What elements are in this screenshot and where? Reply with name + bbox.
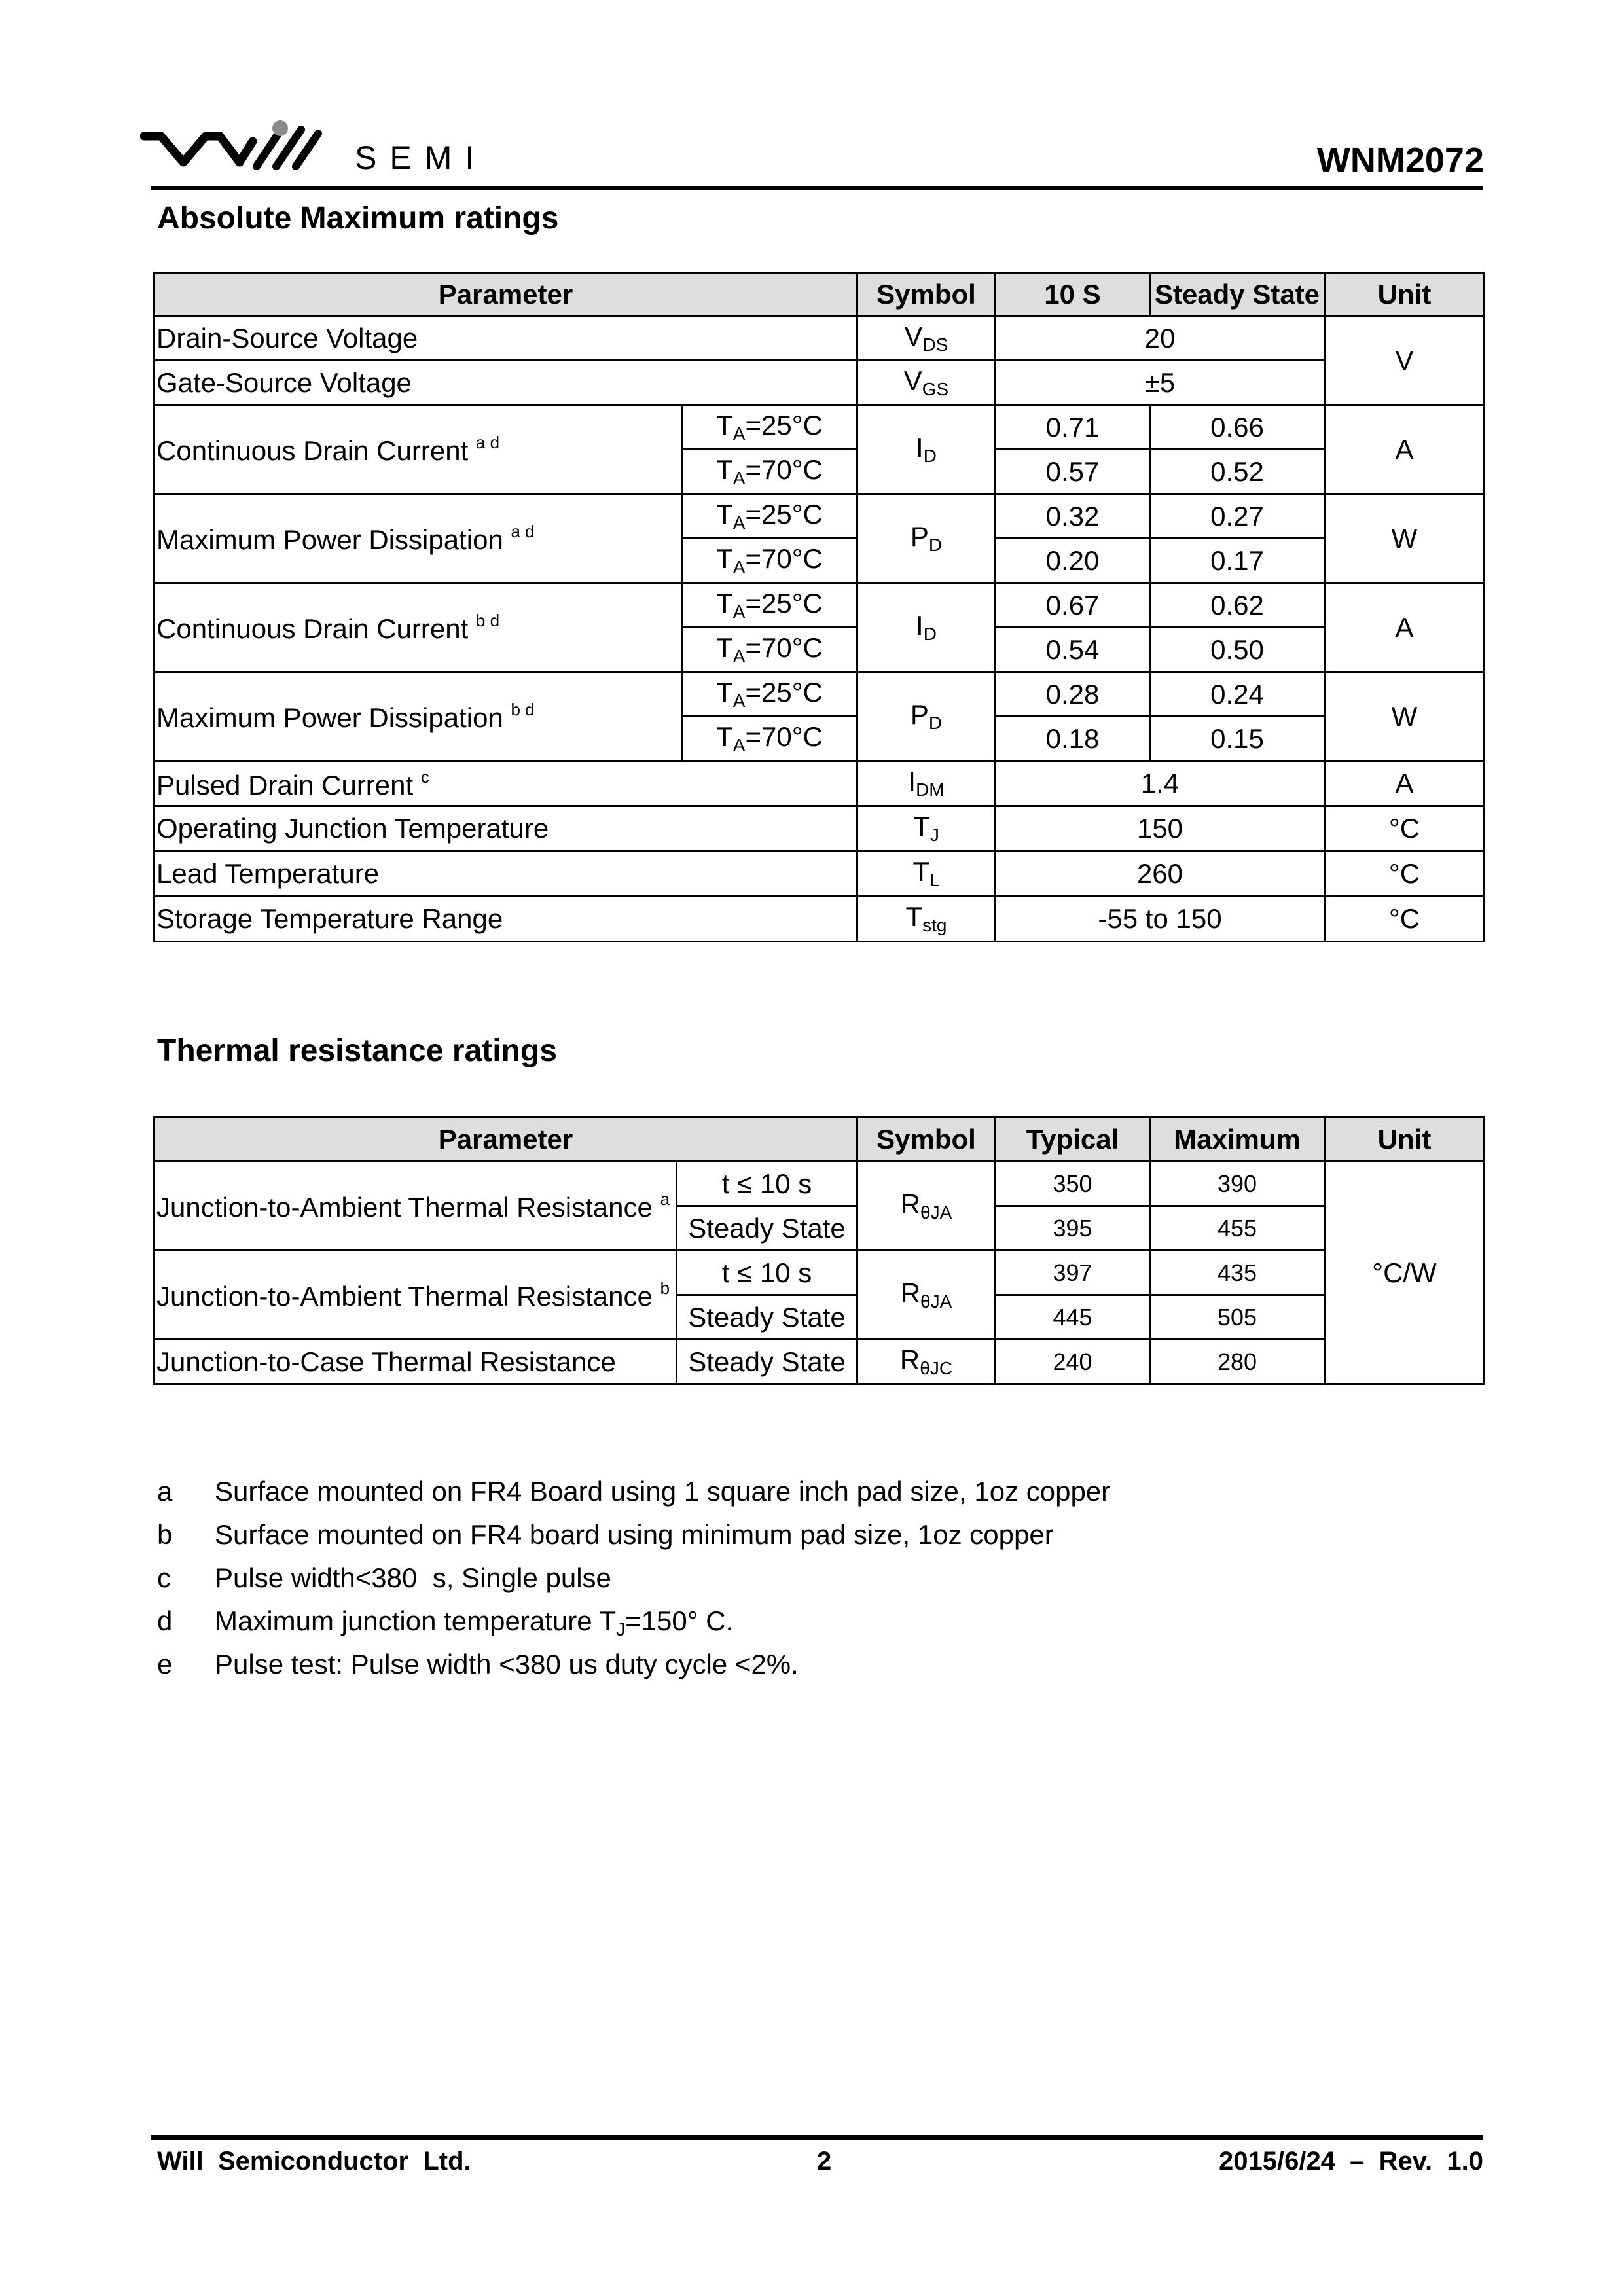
- symbol-cell: $R_{\theta JA}$: [857, 1251, 996, 1340]
- condition-cell: $T_A=25^\circ C$: [682, 672, 857, 717]
- header-unit: Unit: [1325, 273, 1485, 316]
- unit-cell: °C: [1325, 806, 1485, 852]
- condition-cell: Steady State: [677, 1340, 857, 1384]
- unit-cell: °C/W: [1325, 1162, 1485, 1384]
- header-parameter: Parameter: [154, 273, 857, 316]
- footnote-key: d: [157, 1605, 173, 1636]
- will-semi-logo: [140, 117, 520, 182]
- table-row: [154, 316, 1485, 361]
- symbol-cell: $R_{\theta JC}$: [857, 1340, 996, 1384]
- value-cell: 0.32: [996, 494, 1150, 539]
- part-number: WNM2072: [1316, 141, 1484, 180]
- header-typical: Typical: [996, 1117, 1150, 1162]
- param-label: Operating Junction Temperature: [154, 806, 857, 852]
- param-label: Continuous Drain Current $^{b d}$: [154, 583, 682, 672]
- header-parameter: Parameter: [154, 1117, 857, 1162]
- footnote: [157, 1649, 1110, 1692]
- footnote-text: Surface mounted on FR4 Board using 1 square inch pad size, 1oz copper: [215, 1476, 1111, 1507]
- value-cell: 150: [996, 806, 1325, 852]
- value-cell: 395: [996, 1206, 1150, 1251]
- brand-text: SEMI: [355, 139, 488, 176]
- table-row: [154, 361, 1485, 405]
- table-row: [154, 852, 1485, 897]
- header-divider: [151, 186, 1483, 190]
- footnotes: [157, 1476, 1110, 1692]
- table-row: [154, 494, 1485, 539]
- param-label: Junction-to-Ambient Thermal Resistance $^a$: [154, 1162, 677, 1251]
- footer-revision: 2015/6/24 – Rev. 1.0: [1218, 2147, 1483, 2176]
- table-row: [154, 583, 1485, 628]
- condition-cell: $T_A=70^\circ C$: [682, 628, 857, 672]
- value-cell: 0.52: [1150, 450, 1325, 494]
- unit-cell: A: [1325, 405, 1485, 494]
- condition-cell: Steady State: [677, 1206, 857, 1251]
- symbol-cell: $R_{\theta JA}$: [857, 1162, 996, 1251]
- value-cell: 0.71: [996, 405, 1150, 450]
- value-cell: ±5: [996, 361, 1325, 405]
- condition-cell: $T_A=70^\circ C$: [682, 717, 857, 761]
- footnote-key: c: [157, 1562, 171, 1593]
- value-cell: 397: [996, 1251, 1150, 1295]
- header-symbol: Symbol: [857, 1117, 996, 1162]
- value-cell: 390: [1150, 1162, 1325, 1206]
- header-symbol: Symbol: [857, 273, 996, 316]
- will-logo-icon: [140, 117, 520, 182]
- value-cell: 0.66: [1150, 405, 1325, 450]
- footnote-key: a: [157, 1476, 173, 1507]
- footnote: [157, 1562, 1110, 1605]
- header-unit: Unit: [1325, 1117, 1485, 1162]
- value-cell: 0.50: [1150, 628, 1325, 672]
- param-label: Storage Temperature Range: [154, 897, 857, 942]
- header-10s: 10 S: [996, 273, 1150, 316]
- value-cell: 435: [1150, 1251, 1325, 1295]
- condition-cell: $T_A=25^\circ C$: [682, 494, 857, 539]
- value-cell: 455: [1150, 1206, 1325, 1251]
- footnote-text: Maximum junction temperature $T_J=150^\circ$ C.: [215, 1605, 734, 1640]
- footnote-text: Pulse width<380 s, Single pulse: [215, 1562, 611, 1593]
- param-label: Maximum Power Dissipation $^{b d}$: [154, 672, 682, 761]
- table-row: [154, 806, 1485, 852]
- value-cell: 260: [996, 852, 1325, 897]
- unit-cell: °C: [1325, 897, 1485, 942]
- condition-cell: $T_A=25^\circ C$: [682, 405, 857, 450]
- value-cell: 0.67: [996, 583, 1150, 628]
- value-cell: 0.57: [996, 450, 1150, 494]
- value-cell: 350: [996, 1162, 1150, 1206]
- value-cell: 20: [996, 316, 1325, 361]
- footnote: [157, 1605, 1110, 1649]
- value-cell: 445: [996, 1295, 1150, 1340]
- thermal-table: [153, 1116, 1485, 1385]
- footnote: [157, 1519, 1110, 1562]
- condition-cell: t ≤ 10 s: [677, 1162, 857, 1206]
- table-row: [154, 672, 1485, 717]
- unit-cell: A: [1325, 761, 1485, 806]
- table-header-row: [154, 273, 1485, 316]
- footnote-key: e: [157, 1649, 173, 1679]
- symbol-cell: $I_D$: [857, 583, 996, 672]
- table-row: [154, 897, 1485, 942]
- symbol-cell: $P_D$: [857, 672, 996, 761]
- footer-divider: [151, 2135, 1483, 2140]
- table-row: [154, 405, 1485, 450]
- value-cell: 0.24: [1150, 672, 1325, 717]
- value-cell: -55 to 150: [996, 897, 1325, 942]
- value-cell: 0.28: [996, 672, 1150, 717]
- header-maximum: Maximum: [1150, 1117, 1325, 1162]
- table-row: [154, 1340, 1485, 1384]
- abs-max-table: [153, 272, 1485, 942]
- symbol-cell: $V_{GS}$: [857, 361, 996, 405]
- value-cell: 0.17: [1150, 539, 1325, 583]
- table-row: [154, 1251, 1485, 1295]
- unit-cell: W: [1325, 672, 1485, 761]
- condition-cell: $T_A=70^\circ C$: [682, 450, 857, 494]
- footnote-key: b: [157, 1519, 173, 1550]
- symbol-cell: $T_{stg}$: [857, 897, 996, 942]
- value-cell: 240: [996, 1340, 1150, 1384]
- param-label: Gate-Source Voltage: [154, 361, 857, 405]
- unit-cell: °C: [1325, 852, 1485, 897]
- symbol-cell: $I_D$: [857, 405, 996, 494]
- value-cell: 0.15: [1150, 717, 1325, 761]
- header-steady-state: Steady State: [1150, 273, 1325, 316]
- value-cell: 0.54: [996, 628, 1150, 672]
- param-label: Junction-to-Case Thermal Resistance: [154, 1340, 677, 1384]
- value-cell: 1.4: [996, 761, 1325, 806]
- table-header-row: [154, 1117, 1485, 1162]
- param-label: Junction-to-Ambient Thermal Resistance $^b$: [154, 1251, 677, 1340]
- footnote-text: Surface mounted on FR4 board using minimum pad size, 1oz copper: [215, 1519, 1054, 1550]
- symbol-cell: $I_{DM}$: [857, 761, 996, 806]
- unit-cell: V: [1325, 316, 1485, 405]
- unit-cell: A: [1325, 583, 1485, 672]
- value-cell: 280: [1150, 1340, 1325, 1384]
- param-label: Continuous Drain Current $^{a d}$: [154, 405, 682, 494]
- condition-cell: t ≤ 10 s: [677, 1251, 857, 1295]
- footnote: [157, 1476, 1110, 1519]
- thermal-title: Thermal resistance ratings: [157, 1033, 557, 1068]
- symbol-cell: $T_L$: [857, 852, 996, 897]
- abs-max-title: Absolute Maximum ratings: [157, 201, 559, 236]
- condition-cell: $T_A=25^\circ C$: [682, 583, 857, 628]
- footer-company: Will Semiconductor Ltd.: [157, 2147, 471, 2176]
- symbol-cell: $P_D$: [857, 494, 996, 583]
- symbol-cell: $V_{DS}$: [857, 316, 996, 361]
- condition-cell: Steady State: [677, 1295, 857, 1340]
- param-label: Drain-Source Voltage: [154, 316, 857, 361]
- footer-page-number: 2: [817, 2147, 832, 2176]
- value-cell: 0.27: [1150, 494, 1325, 539]
- symbol-cell: $T_J$: [857, 806, 996, 852]
- table-row: [154, 761, 1485, 806]
- param-label: Pulsed Drain Current $^c$: [154, 761, 857, 806]
- value-cell: 0.62: [1150, 583, 1325, 628]
- condition-cell: $T_A=70^\circ C$: [682, 539, 857, 583]
- param-label: Maximum Power Dissipation $^{a d}$: [154, 494, 682, 583]
- value-cell: 0.18: [996, 717, 1150, 761]
- value-cell: 0.20: [996, 539, 1150, 583]
- param-label: Lead Temperature: [154, 852, 857, 897]
- table-row: [154, 1162, 1485, 1206]
- footnote-text: Pulse test: Pulse width <380 us duty cycle <2%.: [215, 1649, 799, 1679]
- unit-cell: W: [1325, 494, 1485, 583]
- value-cell: 505: [1150, 1295, 1325, 1340]
